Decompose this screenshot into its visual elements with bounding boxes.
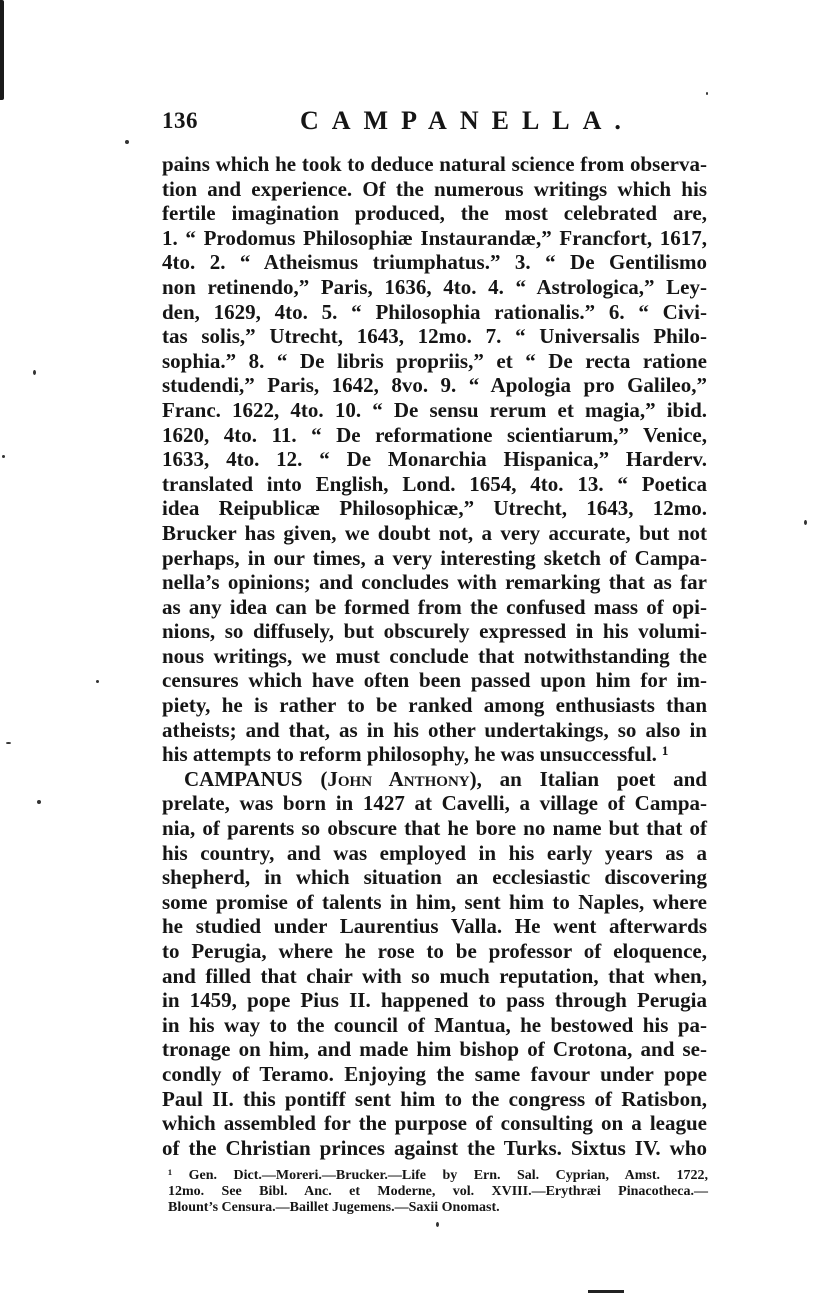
speck xyxy=(6,742,11,744)
text-line: sophia.” 8. “ De libris propriis,” et “ De recta ratione xyxy=(162,348,707,373)
text-line: Brucker has given, we doubt not, a very accurate, but not xyxy=(162,520,707,545)
text-line: his attempts to reform philosophy, he was unsuccessful. ¹ xyxy=(162,742,669,767)
text-line: tas solis,” Utrecht, 1643, 12mo. 7. “ Universalis Philo- xyxy=(162,324,707,349)
page-header xyxy=(162,104,712,140)
text-line: 1633, 4to. 12. “ De Monarchia Hispanica,” Harderv. xyxy=(162,447,707,472)
text-line: and filled that chair with so much reputation, that when, xyxy=(162,963,707,988)
text-line: Paul II. this pontiff sent him to the congress of Ratisbon, xyxy=(162,1086,707,1111)
text-line: prelate, was born in 1427 at Cavelli, a village of Campa- xyxy=(162,791,707,816)
page-number: 136 xyxy=(162,108,198,133)
text-line: condly of Teramo. Enjoying the same favour under pope xyxy=(162,1061,707,1086)
text-line: perhaps, in our times, a very interesting sketch of Campa- xyxy=(162,545,707,570)
speck xyxy=(125,140,129,144)
text-line: studendi,” Paris, 1642, 8vo. 9. “ Apologia pro Galileo,” xyxy=(162,373,707,398)
speck xyxy=(33,370,36,375)
text-line: in 1459, pope Pius II. happened to pass through Perugia xyxy=(162,988,707,1013)
text-line: in his way to the council of Mantua, he bestowed his pa- xyxy=(162,1012,707,1037)
text-line: which assembled for the purpose of consulting on a league xyxy=(162,1111,707,1136)
scan-bottom-artifact xyxy=(588,1290,624,1293)
text-line: translated into English, Lond. 1654, 4to. 13. “ Poetica xyxy=(162,471,707,496)
text-line: some promise of talents in him, sent him to Naples, where xyxy=(162,889,707,914)
text-line: tronage on him, and made him bishop of Crotona, and se- xyxy=(162,1037,707,1062)
text-line: atheists; and that, as in his other undertakings, so also in xyxy=(162,717,707,742)
text-line: nions, so diffusely, but obscurely expressed in his volumi- xyxy=(162,619,707,644)
text-line: tion and experience. Of the numerous writings which his xyxy=(162,176,707,201)
text-line: as any idea can be formed from the confused mass of opi- xyxy=(162,594,707,619)
text-line: to Perugia, where he rose to be professor of eloquence, xyxy=(162,939,707,963)
text-line: 1. “ Prodomus Philosophiæ Instaurandæ,” Francfort, 1617, xyxy=(162,225,707,250)
text-line: 1620, 4to. 11. “ De reformatione scientiarum,” Venice, xyxy=(162,422,707,447)
text-line: nella’s opinions; and concludes with remarking that as far xyxy=(162,570,707,595)
text-line: shepherd, in which situation an ecclesiastic discovering xyxy=(162,865,707,890)
body-text xyxy=(162,152,707,1160)
text-line: Franc. 1622, 4to. 10. “ De sensu rerum et magia,” ibid. xyxy=(162,397,707,422)
text-line: his country, and was employed in his early years as a xyxy=(162,840,707,865)
text-line: non retinendo,” Paris, 1636, 4to. 4. “ Astrologica,” Ley- xyxy=(162,274,707,299)
footnote-line: Blount’s Censura.—Baillet Jugemens.—Saxii Onomast. xyxy=(168,1200,500,1215)
text-line: piety, he is rather to be ranked among enthusiasts than xyxy=(162,693,707,718)
text-line: pains which he took to deduce natural science from observa- xyxy=(162,152,707,176)
text-line: 4to. 2. “ Atheismus triumphatus.” 3. “ De Gentilismo xyxy=(162,250,707,275)
text-line: censures which have often been passed upon him for im- xyxy=(162,668,707,693)
speck xyxy=(37,800,41,804)
speck xyxy=(804,520,807,525)
footnote-line: 12mo. See Bibl. Anc. et Moderne, vol. XVIII.—Erythræi Pinacotheca.— xyxy=(168,1184,708,1199)
footnotes xyxy=(168,1168,708,1216)
text-line: idea Reipublicæ Philosophicæ,” Utrecht, 1643, 12mo. xyxy=(162,496,707,521)
scan-edge-artifact xyxy=(0,0,4,100)
running-head: CAMPANELLA. xyxy=(300,106,634,135)
text-line: nous writings, we must conclude that notwithstanding the xyxy=(162,643,707,668)
text-line: den, 1629, 4to. 5. “ Philosophia rationalis.” 6. “ Civi- xyxy=(162,299,707,324)
footnote-line: ¹ Gen. Dict.—Moreri.—Brucker.—Life by Ern. Sal. Cyprian, Amst. 1722, xyxy=(168,1168,708,1183)
speck xyxy=(2,455,5,458)
speck xyxy=(436,1222,439,1227)
text-line: of the Christian princes against the Turks. Sixtus IV. who xyxy=(162,1135,707,1160)
text-line: nia, of parents so obscure that he bore no name but that of xyxy=(162,816,707,841)
text-line: he studied under Laurentius Valla. He went afterwards xyxy=(162,914,707,939)
speck xyxy=(706,92,708,95)
speck xyxy=(96,680,99,683)
entry-heading-line: CAMPANUS (John Anthony), an Italian poet and xyxy=(184,766,707,791)
text-line: fertile imagination produced, the most celebrated are, xyxy=(162,201,707,226)
